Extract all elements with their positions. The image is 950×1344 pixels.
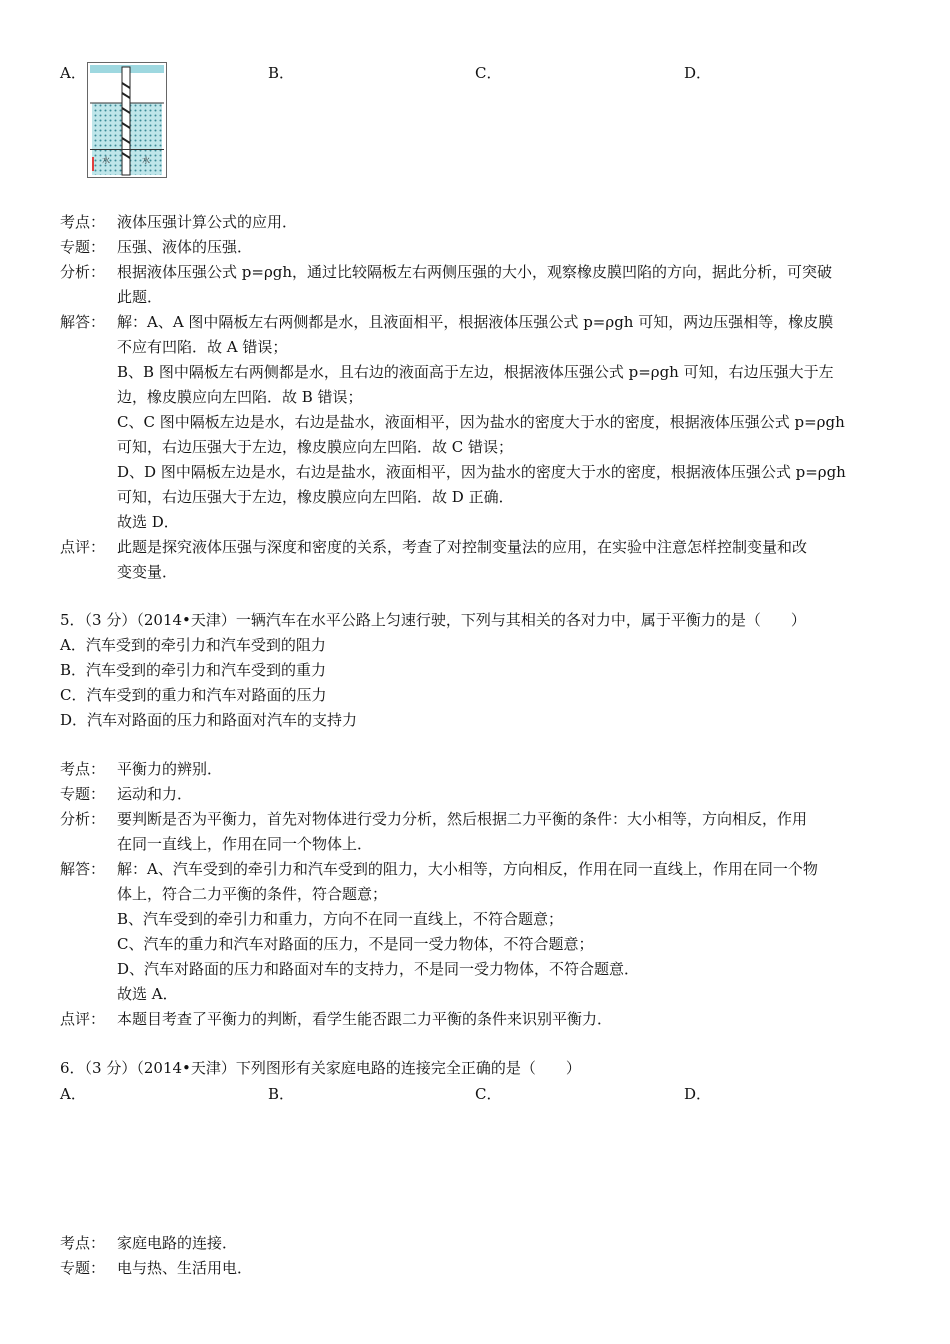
q5-option-d: D．汽车对路面的压力和路面对汽车的支持力 bbox=[60, 711, 358, 729]
q5-jieda-line: B、汽车受到的牵引力和重力，方向不在同一直线上，不符合题意； bbox=[117, 910, 564, 928]
q5-fenxi-line: 在同一直线上，作用在同一个物体上． bbox=[117, 835, 373, 853]
q4-jieda-line: C、C 图中隔板左边是水，右边是盐水，液面相平，因为盐水的密度大于水的密度，根据液体压强公式 p=ρgh bbox=[117, 413, 845, 431]
q4-kaodian-label: 考点： bbox=[60, 213, 106, 231]
q4-jieda-line: 解：A、A 图中隔板左右两侧都是水，且液面相平，根据液体压强公式 p=ρgh 可知，两边压强相等，橡皮膜 bbox=[117, 313, 834, 331]
q5-kaodian-label: 考点： bbox=[60, 760, 106, 778]
q4-option-c: C． bbox=[475, 64, 502, 82]
q6-option-d: D． bbox=[684, 1085, 712, 1103]
q4-fenxi-line: 根据液体压强公式 p=ρgh，通过比较隔板左右两侧压强的大小，观察橡皮膜凹陷的方向，据此分析，可突破 bbox=[117, 263, 833, 281]
q5-jieda-line: C、汽车的重力和汽车对路面的压力，不是同一受力物体，不符合题意； bbox=[117, 935, 594, 953]
q4-jieda-line: 可知，右边压强大于左边，橡皮膜应向左凹陷．故 D 正确． bbox=[117, 488, 514, 506]
q5-zhuanti-label: 专题： bbox=[60, 785, 106, 803]
q4-fenxi-line: 此题． bbox=[117, 288, 163, 306]
q4-option-d: D． bbox=[684, 64, 712, 82]
svg-text:水: 水 bbox=[142, 156, 150, 165]
q5-fenxi-label: 分析： bbox=[60, 810, 106, 828]
q4-fenxi-label: 分析： bbox=[60, 263, 106, 281]
q5-kaodian: 平衡力的辨别． bbox=[117, 760, 223, 778]
q6-stem: 6．（3 分）（2014•天津）下列图形有关家庭电路的连接完全正确的是（ ） bbox=[60, 1059, 581, 1077]
q5-dianping: 本题目考查了平衡力的判断，看学生能否跟二力平衡的条件来识别平衡力． bbox=[117, 1010, 613, 1028]
q5-stem: 5．（3 分）（2014•天津）一辆汽车在水平公路上匀速行驶，下列与其相关的各对力中，属于平衡力的是（ ） bbox=[60, 611, 806, 629]
q4-zhuanti: 压强、液体的压强． bbox=[117, 238, 253, 256]
q6-zhuanti-label: 专题： bbox=[60, 1259, 106, 1277]
q5-jieda-line: D、汽车对路面的压力和路面对车的支持力，不是同一受力物体，不符合题意． bbox=[117, 960, 640, 978]
q5-jieda-label: 解答： bbox=[60, 860, 106, 878]
q4-jieda-line: 边，橡皮膜应向左凹陷．故 B 错误； bbox=[117, 388, 363, 406]
q6-kaodian: 家庭电路的连接． bbox=[117, 1234, 238, 1252]
q5-jieda-line: 解：A、汽车受到的牵引力和汽车受到的阻力，大小相等，方向相反，作用在同一直线上，作用在同一个物 bbox=[117, 860, 818, 878]
q4-option-a: A． bbox=[60, 64, 86, 82]
q6-kaodian-label: 考点： bbox=[60, 1234, 106, 1252]
q4-dianping-line: 变变量． bbox=[117, 563, 178, 581]
q5-jieda-line: 故选 A． bbox=[117, 985, 178, 1003]
q6-option-c: C． bbox=[475, 1085, 502, 1103]
q5-option-a: A．汽车受到的牵引力和汽车受到的阻力 bbox=[60, 636, 326, 654]
q4-jieda-line: 可知，右边压强大于左边，橡皮膜应向左凹陷．故 C 错误； bbox=[117, 438, 514, 456]
q4-jieda-line: 不应有凹陷．故 A 错误； bbox=[117, 338, 288, 356]
svg-text:水: 水 bbox=[102, 156, 110, 165]
q4-option-a-diagram bbox=[87, 62, 167, 178]
q6-zhuanti: 电与热、生活用电． bbox=[117, 1259, 253, 1277]
q6-option-a: A． bbox=[60, 1085, 86, 1103]
q4-kaodian: 液体压强计算公式的应用． bbox=[117, 213, 298, 231]
q4-zhuanti-label: 专题： bbox=[60, 238, 106, 256]
q5-jieda-line: 体上，符合二力平衡的条件，符合题意； bbox=[117, 885, 388, 903]
q4-jieda-line: 故选 D． bbox=[117, 513, 179, 531]
q4-dianping-line: 此题是探究液体压强与深度和密度的关系，考查了对控制变量法的应用，在实验中注意怎样控制变量和改 bbox=[117, 538, 808, 556]
q5-option-c: C．汽车受到的重力和汽车对路面的压力 bbox=[60, 686, 327, 704]
q5-dianping-label: 点评： bbox=[60, 1010, 106, 1028]
q4-jieda-label: 解答： bbox=[60, 313, 106, 331]
q4-jieda-line: B、B 图中隔板左右两侧都是水，且右边的液面高于左边，根据液体压强公式 p=ρgh 可知，右边压强大于左 bbox=[117, 363, 834, 381]
q4-option-b: B． bbox=[268, 64, 295, 82]
q5-option-b: B．汽车受到的牵引力和汽车受到的重力 bbox=[60, 661, 327, 679]
q5-zhuanti: 运动和力． bbox=[117, 785, 193, 803]
q4-jieda-line: D、D 图中隔板左边是水，右边是盐水，液面相平，因为盐水的密度大于水的密度，根据液体压强公式 p=ρgh bbox=[117, 463, 846, 481]
q6-option-b: B． bbox=[268, 1085, 295, 1103]
q4-dianping-label: 点评： bbox=[60, 538, 106, 556]
q5-fenxi-line: 要判断是否为平衡力，首先对物体进行受力分析，然后根据二力平衡的条件：大小相等，方向相反，作用 bbox=[117, 810, 808, 828]
